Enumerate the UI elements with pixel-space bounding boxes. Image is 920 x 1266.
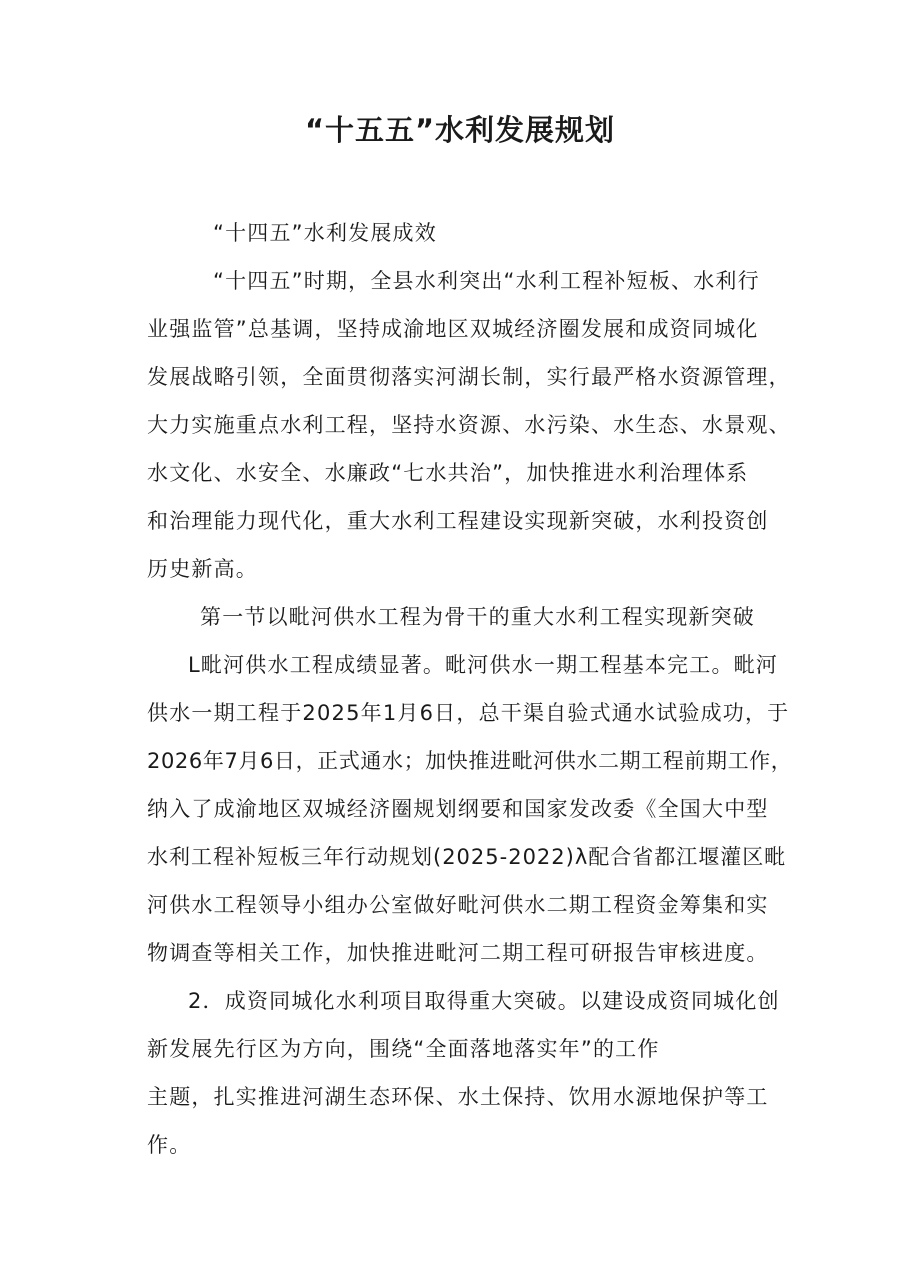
paragraph-line: “十四五”时期，全县水利突出“水利工程补短板、水利行: [213, 269, 760, 293]
paragraph-line: 2026年7月6日，正式通水；加快推进毗河供水二期工程前期工作，: [147, 749, 793, 773]
paragraph-line: 主题，扎实推进河湖生态环保、水土保持、饮用水源地保护等工: [147, 1085, 769, 1109]
paragraph-line: 物调查等相关工作，加快推进毗河二期工程可研报告审核进度。: [147, 941, 769, 965]
paragraph-line: L毗河供水工程成绩显著。毗河供水一期工程基本完工。毗河: [188, 653, 779, 677]
paragraph-line: 业强监管”总基调，坚持成渝地区双城经济圈发展和成资同城化: [147, 317, 759, 341]
paragraph-line: 大力实施重点水利工程，坚持水资源、水污染、水生态、水景观、: [147, 413, 791, 437]
section-heading: “十四五”水利发展成效: [213, 221, 437, 245]
paragraph-line: 发展战略引领，全面贯彻落实河湖长制，实行最严格水资源管理，: [147, 365, 791, 389]
section-heading: 第一节以毗河供水工程为骨干的重大水利工程实现新突破: [200, 605, 755, 629]
paragraph-line: 2．成资同城化水利项目取得重大突破。以建设成资同城化创: [188, 989, 780, 1013]
paragraph-line: 和治理能力现代化，重大水利工程建设实现新突破，水利投资创: [147, 509, 769, 533]
paragraph-line: 历史新高。: [147, 557, 258, 581]
paragraph-line: 水利工程补短板三年行动规划(2025-2022)λ配合省都江堰灌区毗: [147, 845, 787, 869]
paragraph-line: 河供水工程领导小组办公室做好毗河供水二期工程资金筹集和实: [147, 893, 769, 917]
paragraph-line: 新发展先行区为方向，围绕“全面落地落实年”的工作: [147, 1037, 660, 1061]
paragraph-line: 水文化、水安全、水廉政“七水共治”，加快推进水利治理体系: [147, 461, 749, 485]
paragraph-line: 纳入了成渝地区双城经济圈规划纲要和国家发改委《全国大中型: [147, 797, 769, 821]
paragraph-line: 作。: [147, 1133, 192, 1157]
page-title: “十五五”水利发展规划: [304, 113, 616, 147]
paragraph-line: 供水一期工程于2025年1月6日，总干渠自验式通水试验成功，于: [147, 701, 790, 725]
